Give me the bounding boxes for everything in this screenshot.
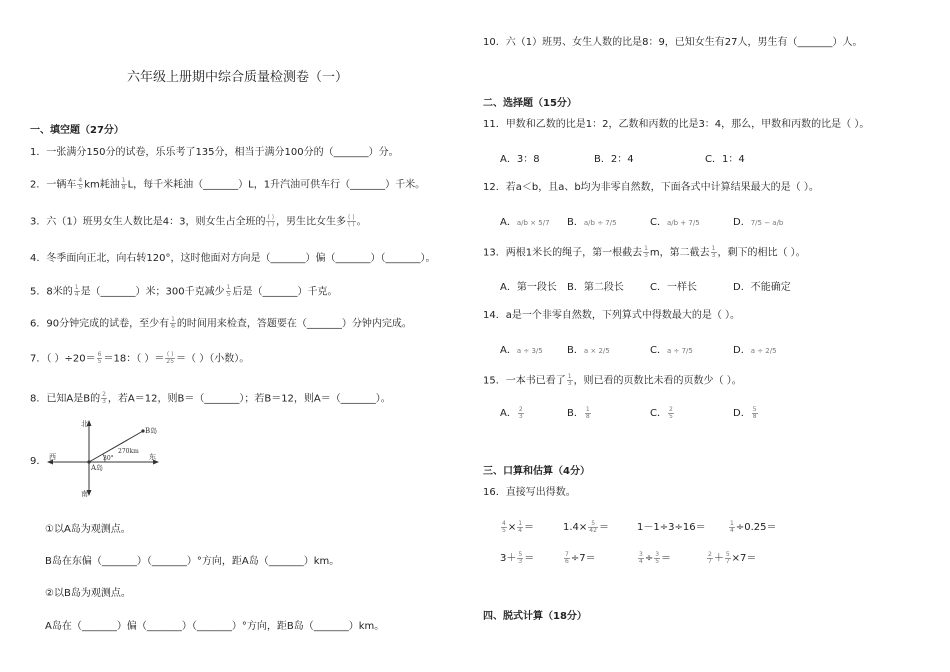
a-island-label: A岛 xyxy=(91,464,104,472)
q14-option-a: A．a ÷ 3/5 xyxy=(500,345,543,356)
blank-fraction: ( ) ( ) xyxy=(267,214,275,228)
compass-map-diagram xyxy=(45,418,165,498)
q11-option-a: A．3：8 xyxy=(500,154,540,165)
question-13: 13．两根1米长的绳子，第一根截去 $\frac{1}{3}$ m，第二截去 $\frac{1}{3}$ ，剩下的相比（ ）。 xyxy=(483,245,806,259)
section-mental-calc: 三、口算和估算（4分） xyxy=(483,466,590,477)
q12-option-c: C．a/b + 7/5 xyxy=(650,217,700,228)
q14-option-c: C．a ÷ 7/5 xyxy=(650,345,693,356)
fraction: $\frac{1}{3}$ xyxy=(644,245,648,259)
question-9-blank1: B岛在东偏（_______）（_______）°方向，距A岛（_______）km。 xyxy=(45,556,340,567)
a-to-b-line xyxy=(89,431,143,462)
blank-fraction: ( ) 25 xyxy=(166,351,175,365)
calc-item: $\frac{4}{5}$ × $\frac{1}{4}$ ＝ xyxy=(502,519,535,534)
q14-option-d: D．a ÷ 2/5 xyxy=(733,345,777,356)
east-label: 东 xyxy=(149,453,156,461)
angle-label: 30° xyxy=(103,455,114,462)
question-3: 3．六（1）班男女生人数比是4：3，则女生占全班的 ( ) ( ) ，男生比女生多 ( ) ( ) 。 xyxy=(30,214,367,228)
question-9-number: 9． xyxy=(30,456,47,467)
question-11: 11．甲数和乙数的比是1：2，乙数和丙数的比是3：4，那么，甲数和丙数的比是（ ）。 xyxy=(483,119,870,130)
question-16: 16．直接写出得数。 xyxy=(483,487,576,498)
fraction: $\frac{6}{5}$ xyxy=(97,351,102,365)
q15-option-a: A． $\frac{2}{3}$ xyxy=(500,405,523,420)
calc-item: $\frac{7}{6}$ ÷7＝ xyxy=(565,550,596,565)
b-island-label: B岛 xyxy=(145,427,158,435)
question-1: 1．一张满分150分的试卷，乐乐考了135分，相当于满分100分的（_______）分。 xyxy=(30,147,399,158)
section-multiple-choice: 二、选择题（15分） xyxy=(483,98,577,109)
question-15: 15．一本书已看了 $\frac{1}{3}$ ，则已看的页数比未看的页数少（ ）。 xyxy=(483,373,742,387)
fraction: $\frac{1}{6}$ xyxy=(171,316,175,330)
question-9-part2: ②以B岛为观测点。 xyxy=(45,588,131,599)
calc-item: 1－1÷3÷16＝ xyxy=(637,522,706,533)
q12-option-b: B．a/b ÷ 7/5 xyxy=(567,217,617,228)
question-12: 12．若a＜b，且a、b均为非零自然数，下面各式中计算结果最大的是（ ）。 xyxy=(483,182,819,193)
fraction: $\frac{2}{3}$ xyxy=(102,391,106,405)
west-label: 西 xyxy=(49,453,56,461)
fraction: $\frac{1}{8}$ xyxy=(121,177,126,191)
question-9-part1: ①以A岛为观测点。 xyxy=(45,524,131,535)
q13-option-b: B．第二段长 xyxy=(567,282,624,293)
question-4: 4．冬季面向正北，向右转120°，这时他面对方向是（_______）偏（_______）（_______）。 xyxy=(30,253,436,264)
section-step-calc: 四、脱式计算（18分） xyxy=(483,611,587,622)
q15-option-d: D． $\frac{5}{8}$ xyxy=(733,405,757,420)
question-8: 8．已知A是B的 $\frac{2}{3}$ ，若A＝12，则B＝（_______）；若B＝12，则A＝（_______）。 xyxy=(30,391,391,405)
q13-option-a: A．第一段长 xyxy=(500,282,557,293)
q15-option-b: B． $\frac{1}{8}$ xyxy=(567,405,590,420)
fraction: $\frac{1}{4}$ xyxy=(74,284,79,298)
q15-option-c: C． $\frac{2}{5}$ xyxy=(650,405,673,420)
calc-item: $\frac{2}{7}$ ＋ $\frac{5}{7}$ ×7＝ xyxy=(708,550,757,565)
page-title: 六年级上册期中综合质量检测卷（一） xyxy=(126,70,348,85)
q14-option-b: B．a × 2/5 xyxy=(567,345,610,356)
calc-item: $\frac{3}{4}$ ÷ $\frac{3}{5}$ ＝ xyxy=(639,550,672,565)
calc-item: $\frac{1}{4}$ ÷0.25＝ xyxy=(730,519,777,534)
section-fill-blank: 一、填空题（27分） xyxy=(30,125,124,136)
q11-option-c: C．1：4 xyxy=(705,154,745,165)
fraction: $\frac{1}{5}$ xyxy=(226,284,231,298)
question-9-blank2: A岛在（_______）偏（_______）（_______）°方向，距B岛（_______）km。 xyxy=(45,621,385,632)
question-2: 2．一辆车 $\frac{4}{5}$ km耗油 $\frac{1}{8}$ L，每千米耗油（_______）L，1升汽油可供车行（_______）千米。 xyxy=(30,177,426,191)
calc-item: 1.4× $\frac{5}{42}$ ＝ xyxy=(563,519,609,534)
q13-option-c: C．一样长 xyxy=(650,282,697,293)
calc-item: 3＋ $\frac{5}{3}$ ＝ xyxy=(500,550,535,565)
question-14: 14．a是一个非零自然数，下列算式中得数最大的是（ ）。 xyxy=(483,310,741,321)
question-10: 10．六（1）班男、女生人数的比是8：9，已知女生有27人，男生有（_______）人。 xyxy=(483,37,863,48)
question-5: 5．8米的 $\frac{1}{4}$ 是（_______）米；300千克减少 $\frac{1}{5}$ 后是（_______）千克。 xyxy=(30,284,338,298)
question-7: 7．（ ）÷20＝ $\frac{6}{5}$ ＝18：（ ）＝ ( ) 25 ＝（ ）（小数）。 xyxy=(30,351,250,365)
q11-option-b: B．2：4 xyxy=(594,154,634,165)
blank-fraction: ( ) ( ) xyxy=(348,214,355,228)
north-label: 北 xyxy=(81,420,88,428)
q12-option-a: A．a/b × 5/7 xyxy=(500,217,550,228)
fraction: $\frac{1}{3}$ xyxy=(711,245,716,259)
question-6: 6．90分钟完成的试卷，至少有 $\frac{1}{6}$ 的时间用来检查，答题要在（_______）分钟内完成。 xyxy=(30,316,412,330)
q13-option-d: D．不能确定 xyxy=(733,282,791,293)
fraction: $\frac{1}{3}$ xyxy=(567,373,572,387)
south-label: 南 xyxy=(81,490,88,498)
fraction: $\frac{4}{5}$ xyxy=(78,177,83,191)
distance-label: 270km xyxy=(118,448,139,455)
q12-option-d: D．7/5 − a/b xyxy=(733,217,784,228)
